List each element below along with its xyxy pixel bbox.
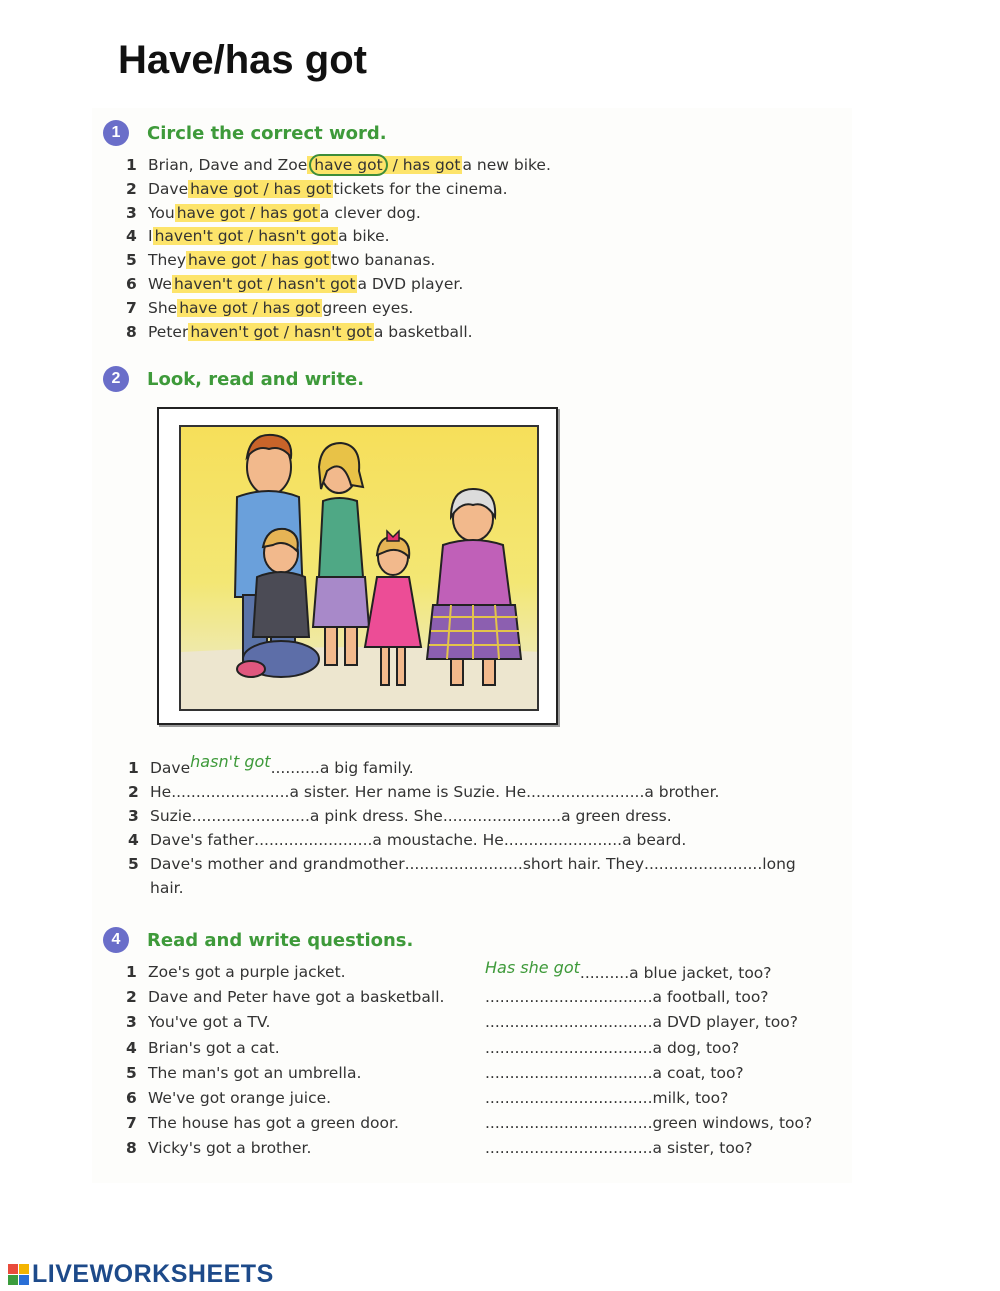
option-separator: / xyxy=(262,275,278,293)
family-illustration xyxy=(179,425,539,711)
item-suffix: tickets for the cinema. xyxy=(333,179,508,198)
answer-options xyxy=(307,156,462,174)
answer-options xyxy=(175,204,320,222)
item-suffix: a new bike. xyxy=(462,156,551,174)
item-suffix: a basketball. xyxy=(373,322,473,341)
exercise-4-question xyxy=(485,1039,739,1057)
statement-text: Dave and Peter have got a basketball. xyxy=(148,988,445,1007)
exercise-4-question xyxy=(485,1013,798,1031)
blank-2[interactable]: ........................ xyxy=(503,831,623,849)
item-middle: a pink dress. She xyxy=(309,807,443,825)
item-number: 1 xyxy=(128,759,139,777)
item-middle: short hair. They xyxy=(522,855,645,873)
blank-2[interactable]: ........................ xyxy=(526,783,645,801)
item-number: 3 xyxy=(126,203,137,222)
item-suffix: long xyxy=(762,855,796,873)
statement-text: You've got a TV. xyxy=(148,1013,271,1032)
question-end: a coat, too? xyxy=(652,1063,744,1082)
option-separator: / xyxy=(243,227,259,246)
item-number: 1 xyxy=(126,963,137,981)
answer-options xyxy=(188,180,333,198)
item-number: 2 xyxy=(128,783,139,801)
item-prefix: She xyxy=(148,298,178,317)
statement-text: Vicky's got a brother. xyxy=(148,1139,312,1158)
item-number: 3 xyxy=(128,807,139,825)
option-separator: / xyxy=(278,322,294,341)
option-1[interactable]: have got xyxy=(309,154,387,176)
exercise-4-statement xyxy=(126,1039,280,1057)
item-suffix: two bananas. xyxy=(331,251,436,270)
item-number: 4 xyxy=(128,831,139,849)
exercise-4-question xyxy=(485,1139,753,1157)
item-number: 1 xyxy=(126,156,137,174)
answer-options xyxy=(188,323,374,341)
answer-example: Has she got xyxy=(485,958,580,977)
option-2[interactable]: hasn't got xyxy=(258,227,337,246)
statement-text: We've got orange juice. xyxy=(148,1089,332,1107)
section-4-number-badge: 4 xyxy=(103,927,129,953)
question-blank[interactable]: .................................. xyxy=(485,1139,653,1158)
exercise-4-question xyxy=(485,1114,812,1132)
option-2[interactable]: has got xyxy=(260,203,318,222)
item-number: 7 xyxy=(126,1114,137,1133)
exercise-2-item-wrap: hair. xyxy=(150,879,184,897)
item-suffix: a DVD player. xyxy=(357,275,464,293)
item-prefix: He xyxy=(150,783,172,801)
item-number: 2 xyxy=(126,988,137,1007)
item-number: 4 xyxy=(126,227,137,246)
exercise-1-item xyxy=(126,227,390,245)
option-2[interactable]: hasn't got xyxy=(293,322,372,341)
mother-figure xyxy=(313,443,369,665)
section-1-header xyxy=(103,120,387,146)
answer-options xyxy=(172,275,358,293)
exercise-1-item xyxy=(126,204,421,222)
item-number: 5 xyxy=(128,855,139,873)
section-4-header xyxy=(103,927,413,953)
item-suffix: a brother. xyxy=(644,783,720,801)
question-blank[interactable]: .................................. xyxy=(485,1013,653,1032)
statement-text: The man's got an umbrella. xyxy=(148,1063,362,1082)
option-2[interactable]: has got xyxy=(271,251,330,270)
exercise-4-statement xyxy=(126,963,346,981)
page-title: Have/has got xyxy=(118,38,367,82)
exercise-4-statement xyxy=(126,1139,311,1157)
exercise-4-question xyxy=(485,988,769,1006)
family-illustration-svg xyxy=(181,427,539,711)
option-1[interactable]: haven't got xyxy=(154,227,244,246)
blank-1[interactable]: ........................ xyxy=(191,807,310,825)
question-end: a DVD player, too? xyxy=(652,1013,798,1032)
item-prefix: Dave's mother and grandmother xyxy=(150,855,405,873)
exercise-1-item xyxy=(126,323,473,341)
item-prefix: Suzie xyxy=(150,807,192,825)
option-1[interactable]: have got xyxy=(179,298,248,317)
section-1-heading: Circle the correct word. xyxy=(147,122,387,144)
exercise-2-item xyxy=(128,783,719,801)
question-blank[interactable]: .................................. xyxy=(485,1089,653,1107)
item-suffix: a beard. xyxy=(622,831,687,849)
statement-text: The house has got a green door. xyxy=(148,1114,399,1133)
exercise-1-item xyxy=(126,275,463,293)
option-2[interactable]: has got xyxy=(402,156,461,174)
item-number: 2 xyxy=(126,179,137,198)
blank-2[interactable]: ........................ xyxy=(442,807,562,825)
exercise-2-item xyxy=(128,855,796,873)
question-blank[interactable]: .................................. xyxy=(485,1038,653,1057)
option-2[interactable]: hasn't got xyxy=(277,275,356,293)
blank-1[interactable]: .......... xyxy=(270,759,320,777)
item-prefix: You xyxy=(148,203,175,222)
liveworksheets-logo-icon xyxy=(8,1264,30,1286)
liveworksheets-logo[interactable] xyxy=(8,1260,274,1289)
grandmother-figure xyxy=(427,489,521,685)
exercise-4-statement xyxy=(126,1013,270,1031)
section-1-number-badge: 1 xyxy=(103,120,129,146)
question-end: a sister, too? xyxy=(652,1139,753,1158)
question-end: milk, too? xyxy=(652,1089,729,1107)
section-2-heading: Look, read and write. xyxy=(147,368,365,390)
answer-example: hasn't got xyxy=(190,752,271,771)
question-blank[interactable]: .......... xyxy=(579,964,630,982)
family-picture-frame xyxy=(157,407,558,725)
item-number: 5 xyxy=(126,251,137,270)
item-number: 6 xyxy=(126,1089,137,1107)
question-end: a dog, too? xyxy=(652,1038,740,1057)
option-1[interactable]: have got xyxy=(188,251,257,270)
option-1[interactable]: have got xyxy=(190,179,259,198)
blank-1[interactable]: ........................ xyxy=(404,855,523,873)
item-number: 6 xyxy=(126,275,137,293)
question-end: a football, too? xyxy=(652,988,769,1007)
item-suffix: a bike. xyxy=(338,227,390,246)
item-suffix: green eyes. xyxy=(322,298,414,317)
option-1[interactable]: haven't got xyxy=(173,275,263,293)
liveworksheets-logo-text: LIVEWORKSHEETS xyxy=(32,1260,274,1288)
item-middle: a moustache. He xyxy=(372,831,504,849)
answer-options xyxy=(153,227,339,245)
section-2-header xyxy=(103,366,364,392)
item-number: 8 xyxy=(126,322,137,341)
question-end: a blue jacket, too? xyxy=(629,964,772,982)
exercise-1-item xyxy=(126,299,413,317)
blank-2[interactable]: ........................ xyxy=(644,855,763,873)
exercise-2-item xyxy=(128,831,686,849)
item-prefix: Dave's father xyxy=(150,831,255,849)
exercise-4-statement xyxy=(126,1089,331,1107)
item-number: 8 xyxy=(126,1139,137,1158)
item-number: 4 xyxy=(126,1038,137,1057)
item-prefix: They xyxy=(148,251,187,270)
statement-text: Brian's got a cat. xyxy=(148,1038,280,1057)
question-blank[interactable]: .................................. xyxy=(485,988,653,1007)
option-separator: / xyxy=(247,298,263,317)
exercise-2-item xyxy=(128,752,414,777)
statement-text: Zoe's got a purple jacket. xyxy=(148,963,346,981)
option-separator: / xyxy=(256,251,272,270)
blank-1[interactable]: ........................ xyxy=(254,831,373,849)
item-prefix: Dave xyxy=(150,759,191,777)
item-suffix: a green dress. xyxy=(561,807,672,825)
answer-options xyxy=(177,299,322,317)
question-blank[interactable]: .................................. xyxy=(485,1114,653,1133)
exercise-4-statement xyxy=(126,988,444,1006)
answer-options xyxy=(186,251,331,269)
item-prefix: Brian, Dave and Zoe xyxy=(148,156,308,174)
option-2[interactable]: has got xyxy=(262,298,321,317)
item-suffix: a big family. xyxy=(319,759,414,777)
exercise-4-statement xyxy=(126,1064,361,1082)
section-4-heading: Read and write questions. xyxy=(147,929,414,951)
item-suffix: a clever dog. xyxy=(319,203,421,222)
item-prefix: We xyxy=(148,275,172,293)
exercise-4-question xyxy=(485,958,772,982)
exercise-1-item xyxy=(126,156,551,174)
option-1[interactable]: haven't got xyxy=(190,322,279,341)
exercise-1-item xyxy=(126,180,508,198)
option-separator: / xyxy=(387,156,403,174)
exercise-2-item xyxy=(128,807,672,825)
item-prefix: Peter xyxy=(148,322,189,341)
exercise-4-question xyxy=(485,1064,744,1082)
item-number: 3 xyxy=(126,1013,137,1032)
section-2-number-badge: 2 xyxy=(103,366,129,392)
question-end: green windows, too? xyxy=(652,1114,813,1133)
blank-1[interactable]: ........................ xyxy=(171,783,290,801)
item-prefix: Dave xyxy=(148,179,189,198)
item-number: 7 xyxy=(126,298,137,317)
exercise-4-question xyxy=(485,1089,728,1107)
exercise-1-item xyxy=(126,251,435,269)
exercise-4-statement xyxy=(126,1114,399,1132)
item-middle: a sister. Her name is Suzie. He xyxy=(289,783,527,801)
option-1[interactable]: have got xyxy=(176,203,246,222)
option-separator: / xyxy=(245,203,261,222)
option-separator: / xyxy=(258,179,274,198)
question-blank[interactable]: .................................. xyxy=(485,1063,653,1082)
item-number: 5 xyxy=(126,1063,137,1082)
option-2[interactable]: has got xyxy=(273,179,332,198)
item-prefix: I xyxy=(148,227,153,246)
